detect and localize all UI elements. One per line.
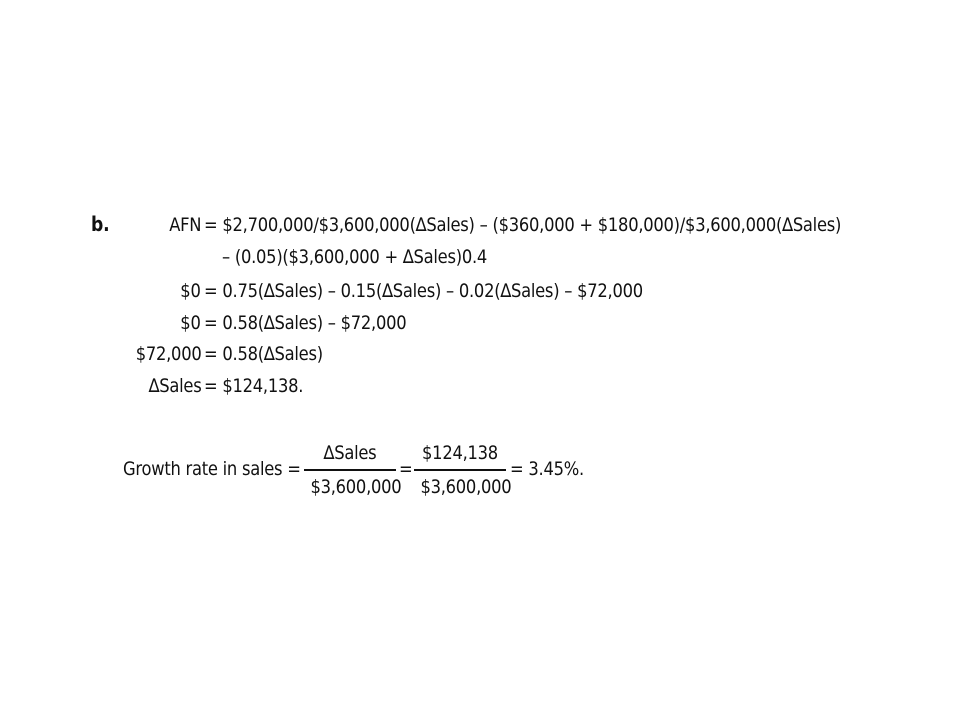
part-label: b. <box>91 212 110 236</box>
growth-equals: = <box>399 458 413 480</box>
fraction-denominator: $3,600,000 <box>310 476 402 498</box>
growth-fraction-2 <box>414 440 512 504</box>
fraction-numerator: ∆Sales <box>323 442 377 464</box>
equation-lhs: $0 <box>180 312 201 334</box>
equation-lhs: ∆Sales <box>148 375 201 397</box>
equation-rhs: = 0.58(∆Sales) – $72,000 <box>204 312 407 334</box>
growth-fraction-1 <box>304 440 402 504</box>
fraction-denominator: $3,600,000 <box>420 476 512 498</box>
equation-lhs: $72,000 <box>135 343 201 365</box>
equation-lhs: $0 <box>180 280 201 302</box>
growth-result: = 3.45%. <box>510 458 584 480</box>
equation-lhs: AFN <box>168 214 201 236</box>
fraction-numerator: $124,138 <box>422 442 498 464</box>
equation-rhs: = $2,700,000/$3,600,000(∆Sales) – ($360,000 + $180,000)/$3,600,000(∆Sales) <box>204 214 842 236</box>
growth-label: Growth rate in sales = <box>123 458 301 480</box>
equation-rhs: = 0.58(∆Sales) <box>204 343 323 365</box>
fraction-bar <box>304 469 396 471</box>
equation-continuation: – (0.05)($3,600,000 + ∆Sales)0.4 <box>222 246 488 268</box>
equation-rhs: = $124,138. <box>204 375 304 397</box>
equation-rhs: = 0.75(∆Sales) – 0.15(∆Sales) – 0.02(∆Sales) – $72,000 <box>204 280 643 302</box>
fraction-bar <box>414 469 506 471</box>
